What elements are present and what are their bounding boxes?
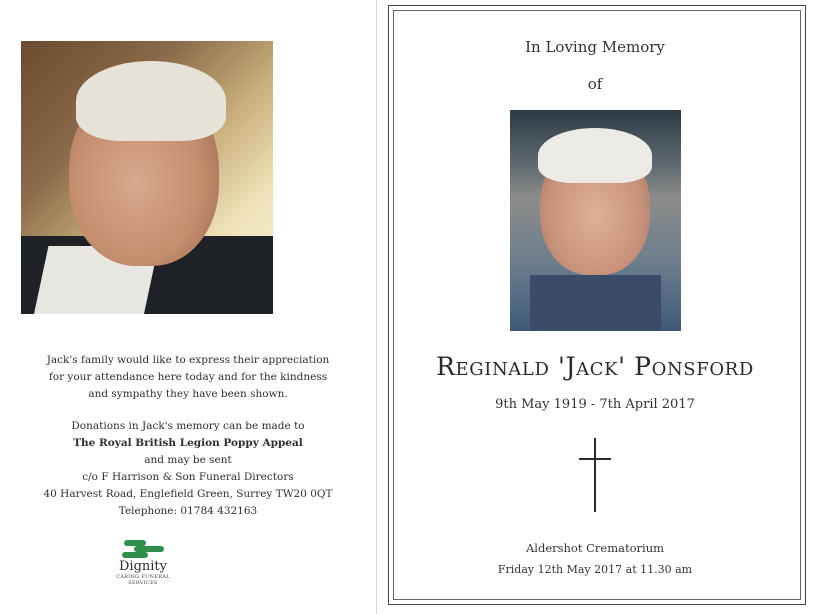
life-dates: 9th May 1919 - 7th April 2017 (495, 397, 695, 412)
donations-message (0, 418, 376, 520)
logo-subtitle-2: SERVICES (128, 580, 158, 586)
family-message: Jack's family would like to express their appreciation for your attendance here today and for the kindness and sympathy they have been shown. (46, 354, 330, 400)
dignity-logo-icon (108, 538, 178, 558)
funeral-director: c/o F Harrison & Son Funeral Directors (82, 471, 294, 483)
telephone: Telephone: 01784 432163 (118, 505, 258, 517)
dignity-logo (108, 538, 178, 586)
right-page (377, 0, 813, 614)
portrait-photo-right (510, 110, 681, 331)
service-time: Friday 12th May 2017 at 11.30 am (497, 563, 693, 576)
memorial-heading: In Loving Memory (525, 38, 665, 56)
left-page (0, 0, 376, 614)
donations-intro: Donations in Jack's memory can be made to (71, 420, 305, 432)
charity-name: The Royal British Legion Poppy Appeal (73, 437, 303, 449)
portrait-photo-left (21, 41, 273, 314)
donations-sent: and may be sent (144, 454, 232, 466)
deceased-name: Reginald 'Jack' Ponsford (436, 352, 754, 381)
logo-name: Dignity (118, 559, 167, 574)
logo-subtitle-1: CARING FUNERAL (116, 574, 170, 580)
service-venue: Aldershot Crematorium (525, 541, 665, 555)
address: 40 Harvest Road, Englefield Green, Surrey TW20 0QT (43, 488, 333, 500)
memorial-of: of (587, 75, 603, 93)
